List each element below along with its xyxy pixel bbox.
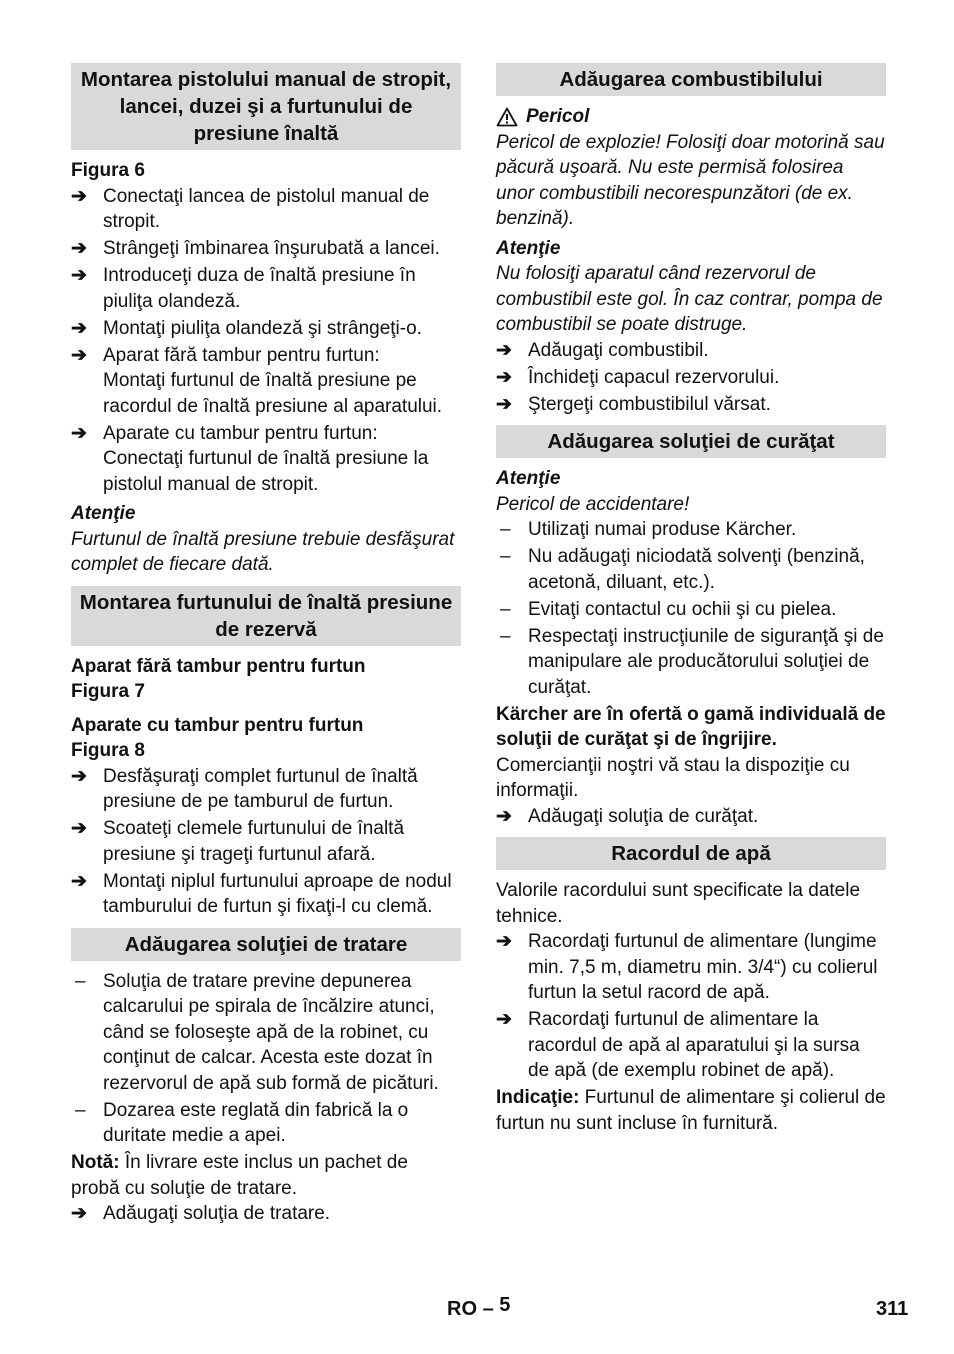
danger-label: Pericol <box>526 106 590 127</box>
list-item: – Soluţia de tratare previne depunerea calcarului pe spirala de încălzire atunci, când se foloseşte apă de la robinet, cu conţinut de calcar. Acesta este dozat în rezervorul de apă sub formă de picături. <box>71 969 461 1097</box>
section-header-water: Racordul de apă <box>496 837 886 870</box>
attention-text: Furtunul de înaltă presiune trebuie desfăşurat complet de fiecare dată. <box>71 528 455 575</box>
section-header-fuel: Adăugarea combustibilului <box>496 63 886 96</box>
list-item: – Respectaţi instrucţiunile de siguranţă şi de manipulare ale producătorului soluţiei de curăţat. <box>496 624 886 701</box>
list-item: ➔ Desfăşuraţi complet furtunul de înaltă presiune de pe tamburul de furtun. <box>71 765 418 812</box>
dealers-paragraph: Comercianţii noştri vă stau la dispoziţie cu informaţii. <box>496 754 850 801</box>
dash-bullet: – <box>500 625 511 647</box>
dash-bullet: – <box>500 519 511 540</box>
water-intro: Valorile racordului sunt specificate la datele tehnice. <box>496 880 861 927</box>
list-item: – Utilizaţi numai produse Kärcher. <box>496 517 886 543</box>
step-continuation: Conectaţi furtunul de înaltă presiune la pistolul manual de stropit. <box>103 448 429 495</box>
list-item: ➔ Adăugaţi combustibil. <box>496 338 886 364</box>
figure-label: Figura 6 <box>71 160 145 181</box>
section-header-treatment: Adăugarea soluţiei de tratare <box>71 928 461 961</box>
hint-paragraph: Indicaţie: Furtunul de alimentare şi colierul de furtun nu sunt incluse în furnitură. <box>496 1087 886 1134</box>
footer-page-label: RO – 5 <box>447 1294 511 1320</box>
arrow-right-icon: ➔ <box>496 366 512 388</box>
list-item: ➔ Aparat fără tambur pentru furtun: Montaţi furtunul de înaltă presiune pe racordul de înaltă presiune al aparatului. <box>71 344 443 417</box>
list-item: ➔ Aparate cu tambur pentru furtun: Conectaţi furtunul de înaltă presiune la pistolul manual de stropit. <box>71 422 429 495</box>
dash-list <box>496 517 886 700</box>
list-item: ➔ Ştergeţi combustibilul vărsat. <box>496 392 886 418</box>
list-item: – Nu adăugaţi niciodată solvenţi (benzină, acetonă, diluant, etc.). <box>496 544 886 595</box>
arrow-right-icon: ➔ <box>496 805 512 827</box>
figure-label: Figura 7 <box>71 681 145 702</box>
subheading: Aparate cu tambur pentru furtun <box>71 714 364 736</box>
arrow-right-icon: ➔ <box>496 931 512 952</box>
list-item: ➔ Adăugaţi soluţia de tratare. <box>71 1201 461 1227</box>
attention-label: Atenţie <box>496 468 561 489</box>
step-list <box>71 184 461 498</box>
section-header-spare-hose: Montarea furtunului de înaltă presiune de rezervă <box>71 586 461 646</box>
offer-paragraph: Kärcher are în ofertă o gamă individuală de soluţii de curăţat şi de îngrijire. <box>496 703 886 750</box>
step-list <box>496 338 886 418</box>
arrow-right-icon: ➔ <box>71 818 87 839</box>
step-list <box>71 1201 461 1227</box>
step-list <box>496 929 886 1084</box>
list-item: ➔ Racordaţi furtunul de alimentare la racordul de apă al aparatului şi la sursa de apă (de exemplu robinet de apă). <box>496 1009 860 1081</box>
attention-text: Pericol de accidentare! <box>496 493 690 515</box>
section-header-mounting: Montarea pistolului manual de stropit, lancei, duzei şi a furtunului de presiune înaltă <box>71 63 461 150</box>
arrow-right-icon: ➔ <box>71 238 87 259</box>
language-code: RO <box>447 1298 477 1320</box>
list-item: ➔ Montaţi piuliţa olandeză şi strângeţi-o. <box>71 316 461 342</box>
list-item: ➔ Racordaţi furtunul de alimentare (lungime min. 7,5 m, diametru min. 3/4“) cu colierul furtun la setul racord de apă. <box>496 931 878 1003</box>
list-item: ➔ Conectaţi lancea de pistolul manual de stropit. <box>71 185 430 232</box>
dash-list <box>71 969 461 1149</box>
dash-bullet: – <box>500 546 511 567</box>
list-item: – Dozarea este reglată din fabrică la o duritate medie a apei. <box>71 1098 461 1149</box>
hint-label: Indicaţie: <box>496 1087 580 1108</box>
list-item: ➔ Adăugaţi soluţia de curăţat. <box>496 804 886 830</box>
arrow-right-icon: ➔ <box>71 422 87 444</box>
list-item: ➔ Strângeţi îmbinarea înşurubată a lancei. <box>71 236 461 262</box>
note-paragraph: Notă: În livrare este inclus un pachet de probă cu soluţie de tratare. <box>71 1152 408 1199</box>
list-item: ➔ Montaţi niplul furtunului aproape de nodul tamburului de furtun şi fixaţi-l cu clemă. <box>71 870 452 917</box>
step-list <box>71 764 461 920</box>
arrow-right-icon: ➔ <box>71 344 87 366</box>
arrow-right-icon: ➔ <box>71 317 87 339</box>
arrow-right-icon: ➔ <box>496 1009 512 1030</box>
danger-heading <box>496 104 886 130</box>
list-item: ➔ Introduceţi duza de înaltă presiune în piuliţa olandeză. <box>71 265 416 312</box>
page-number: 311 <box>876 1298 909 1320</box>
dash-bullet: – <box>75 970 86 992</box>
arrow-right-icon: ➔ <box>71 870 87 892</box>
arrow-right-icon: ➔ <box>71 265 87 286</box>
figure-label: Figura 8 <box>71 740 145 761</box>
list-item: ➔ Închideţi capacul rezervorului. <box>496 365 886 391</box>
step-continuation: Montaţi furtunul de înaltă presiune pe racordul de înaltă presiune al aparatului. <box>103 370 443 417</box>
local-page-number: 5 <box>499 1294 511 1316</box>
dash-bullet: – <box>75 1099 86 1121</box>
note-label: Notă: <box>71 1152 120 1173</box>
list-item: ➔ Scoateţi clemele furtunului de înaltă presiune şi trageţi furtunul afară. <box>71 818 405 865</box>
attention-text: Nu folosiţi aparatul când rezervorul de combustibil este gol. În caz contrar, pompa de combustibil se poate distruge. <box>496 263 883 335</box>
subheading: Aparat fără tambur pentru furtun <box>71 655 366 677</box>
list-item: – Evitaţi contactul cu ochii şi cu pielea. <box>496 597 886 623</box>
arrow-right-icon: ➔ <box>496 339 512 361</box>
arrow-right-icon: ➔ <box>71 185 87 207</box>
warning-icon <box>496 107 518 127</box>
arrow-right-icon: ➔ <box>71 1203 87 1224</box>
arrow-right-icon: ➔ <box>496 393 512 415</box>
left-column <box>71 63 461 1228</box>
danger-text: Pericol de explozie! Folosiţi doar motorină sau păcură uşoară. Nu este permisă folosirea unor combustibili necorespunzători (de ex. benzină). <box>496 131 885 229</box>
attention-label: Atenţie <box>496 237 561 259</box>
attention-label: Atenţie <box>71 503 136 524</box>
right-column <box>496 63 886 1136</box>
section-header-cleaning: Adăugarea soluţiei de curăţat <box>496 425 886 458</box>
step-list <box>496 804 886 830</box>
dash-bullet: – <box>500 598 511 620</box>
arrow-right-icon: ➔ <box>71 765 87 787</box>
